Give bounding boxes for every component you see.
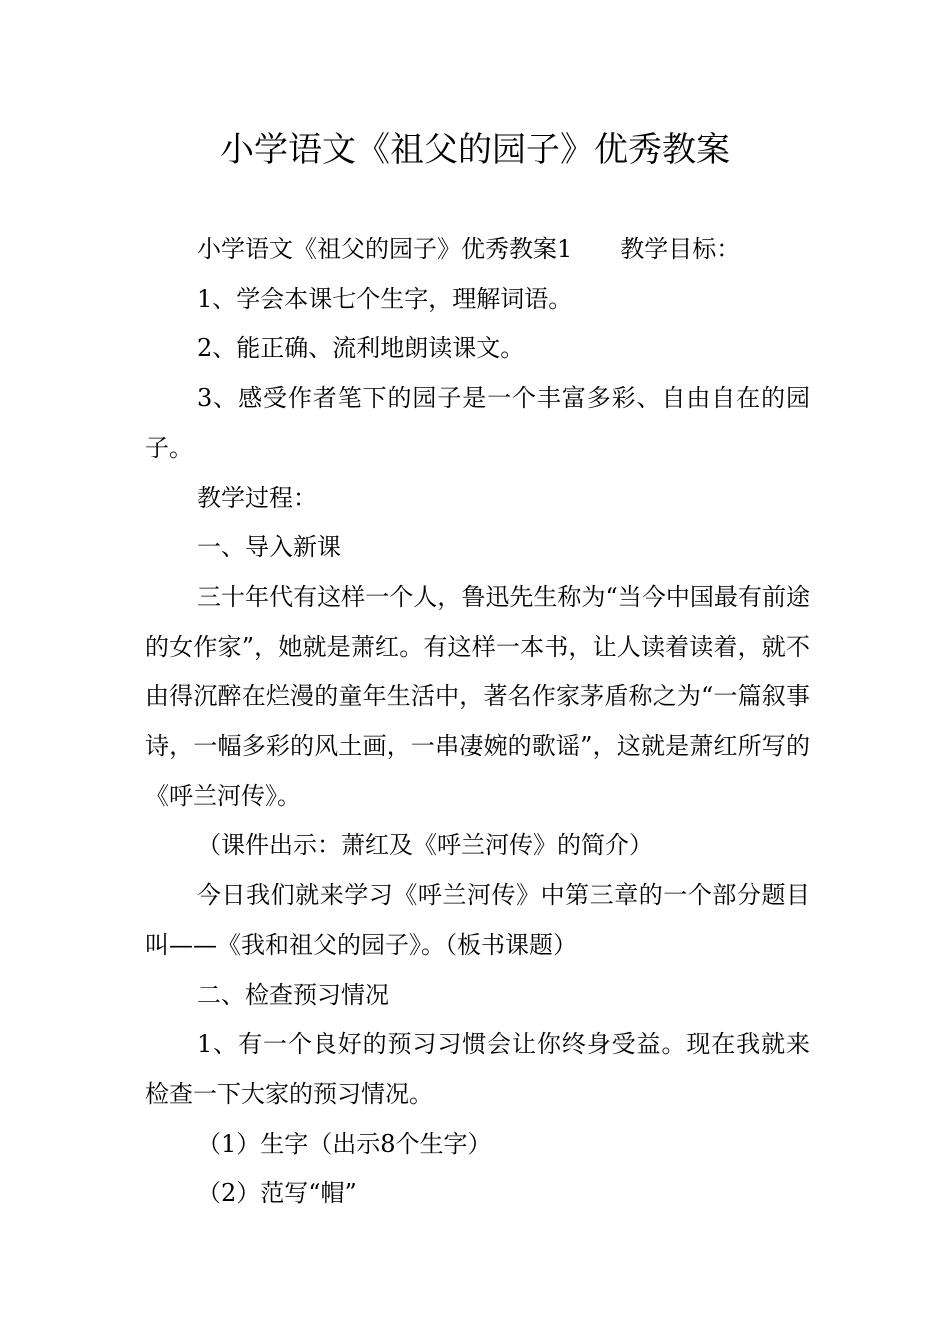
teaching-goals-label: 教学目标： (620, 235, 741, 263)
goal-2: 2、能正确、流利地朗读课文。 (197, 334, 525, 363)
goal-3: 3、感受作者笔下的园子是一个丰富多彩、自由自在的园子。 (145, 384, 810, 462)
document-body (145, 225, 810, 1219)
intro-paragraph: 三十年代有这样一个人，鲁迅先生称为“当今中国最有前途的女作家”，她就是萧红。有这样一本书，让人读着读着，就不由得沉醉在烂漫的童年生活中，著名作家茅盾称之为“一篇叙事诗，一幅多彩的风土画，一串凄婉的歌谣”，这就是萧红所写的《呼兰河传》。 (145, 582, 810, 810)
model-writing-item: （2）范写“帽” (197, 1179, 357, 1208)
document-title: 小学语文《祖父的园子》优秀教案 (220, 130, 730, 170)
section-2-heading: 二、检查预习情况 (197, 980, 389, 1009)
goal-1: 1、学会本课七个生字，理解词语。 (197, 284, 573, 313)
lesson-topic-paragraph: 今日我们就来学习《呼兰河传》中第三章的一个部分题目叫——《我和祖父的园子》。（板书课题） (145, 881, 810, 959)
process-heading: 教学过程： (197, 483, 317, 512)
courseware-note: （课件出示：萧红及《呼兰河传》的简介） (197, 831, 653, 860)
lesson-plan-subtitle: 小学语文《祖父的园子》优秀教案1 (197, 235, 573, 263)
section-1-heading: 一、导入新课 (197, 533, 341, 562)
paragraph-heading-line (145, 225, 810, 275)
new-characters-item: （1）生字（出示8个生字） (197, 1129, 492, 1158)
preview-check-paragraph: 1、有一个良好的预习习惯会让你终身受益。现在我就来检查一下大家的预习情况。 (145, 1030, 810, 1108)
